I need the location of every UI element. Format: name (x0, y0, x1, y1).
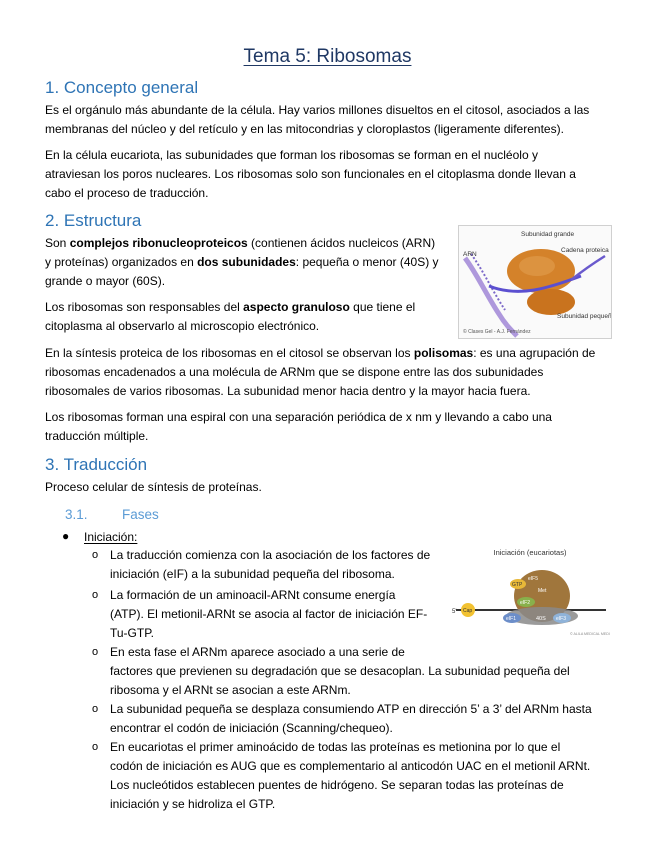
label-gtp: GTP (512, 582, 523, 588)
text-line: ribosomales de varios ribosomas. La subunidad menor hacia dentro y la mayor hacia fuera. (45, 384, 531, 398)
bullet-dot: ● (62, 529, 70, 543)
list-item (110, 700, 610, 738)
section-3-heading: 3. Traducción (45, 455, 148, 474)
text-line: La traducción comienza con la asociación de los factores de (110, 548, 431, 562)
list-item (110, 643, 610, 700)
label-cadena-proteica: Cadena proteica (561, 247, 609, 254)
label-cap: Cap (463, 608, 473, 614)
page-title: Tema 5: Ribosomas (243, 46, 412, 67)
section-1-paragraph-2 (45, 146, 610, 203)
text-line: En eucariotas el primer aminoácido de todas las proteínas es metionina por lo que el (110, 740, 561, 754)
text-line: cabo el proceso de traducción. (45, 186, 209, 200)
label-arn: ARN (463, 251, 477, 258)
text-run: y proteínas) organizados en (45, 255, 198, 269)
section-2-paragraph-1 (45, 234, 450, 291)
text-line (45, 234, 450, 253)
text-line: En esta fase el ARNm aparece asociado a una serie de (110, 645, 405, 659)
text-line: codón de iniciación es AUG que es complementario al anticodón UAC en el metionil ARNt. (110, 759, 591, 773)
circle-bullet: o (92, 741, 99, 753)
section-2-paragraph-4 (45, 408, 610, 446)
label-40s: 40S (536, 616, 546, 622)
text-line (45, 344, 610, 363)
initiation-figure (450, 546, 610, 638)
figure-title: Iniciación (eucariotas) (493, 548, 567, 557)
section-2-heading: 2. Estructura (45, 211, 142, 230)
text-line: factores que previenen su degradación que se desacoplan. La subunidad pequeña del (110, 664, 570, 678)
text-run: : es una agrupación de (473, 346, 596, 360)
circle-bullet: o (92, 703, 99, 715)
text-line: encontrar el codón de iniciación (Scanning/chequeo). (110, 721, 393, 735)
text-line: La formación de un aminoacil-ARNt consume energía (110, 588, 396, 602)
bold-term: polisomas (413, 346, 474, 360)
section-1-paragraph-1 (45, 101, 610, 139)
text-line: En la célula eucariota, las subunidades que forman los ribosomas se forman en el nucléolo y (45, 148, 538, 162)
circle-bullet: o (92, 549, 99, 561)
text-line: iniciación (eIF) a la subunidad pequeña del ribosoma. (110, 567, 395, 581)
text-line: Los nucleótidos establecen puentes de hidrógeno. Se separan todas las proteínas de (110, 778, 564, 792)
bold-term: aspecto granuloso (243, 300, 350, 314)
text-line: ribosomas encadenados a una molécula de ARNm que se dispone entre las dos subunidades (45, 365, 544, 379)
bold-term: dos subunidades (197, 255, 296, 269)
bullet-iniciacion (84, 528, 137, 547)
initiation-illustration (450, 546, 610, 638)
section-1-heading: 1. Concepto general (45, 78, 199, 97)
figure-credit: © ALILA MEDICAL MEDIA (570, 632, 610, 636)
subsection-3-1-heading (65, 507, 159, 522)
text-line (45, 253, 450, 272)
label-subunidad-pequena: Subunidad pequeña (557, 313, 611, 320)
label-5prime: 5' (452, 609, 457, 615)
text-line: La subunidad pequeña se desplaza consumiendo ATP en dirección 5’ a 3’ del ARNm hasta (110, 702, 592, 716)
text-run: Los ribosomas son responsables del (45, 300, 244, 314)
circle-bullet: o (92, 646, 99, 658)
text-run: Son (45, 236, 70, 250)
text-run: En la síntesis proteica de los ribosomas en el citosol se observan los (45, 346, 414, 360)
text-run: que tiene el (349, 300, 416, 314)
list-item (110, 546, 440, 584)
text-line: atraviesan los poros nucleares. Los ribosomas solo son funcionales en el citoplasma donde llevan a (45, 167, 576, 181)
list-item (110, 586, 440, 643)
text-line: citoplasma al observarlo al microscopio electrónico. (45, 319, 320, 333)
label-eif5: eIF5 (528, 576, 539, 582)
text-line: traducción múltiple. (45, 429, 149, 443)
label-eif2: eIF2 (520, 600, 531, 606)
text-line: grande o mayor (60S). (45, 274, 166, 288)
text-line: membranas del núcleo y del retículo y en las mitocondrias y cloroplastos (ligeramente diferentes). (45, 122, 564, 136)
text-line: iniciación y se hidroliza el GTP. (110, 797, 276, 811)
text-line: ribosoma y el ARNt se asocian a este ARNm. (110, 683, 351, 697)
text-line: Los ribosomas forman una espiral con una separación periódica de x nm y llevando a cabo una (45, 410, 552, 424)
list-item (110, 738, 610, 814)
text-line: Es el orgánulo más abundante de la célula. Hay varios millones disueltos en el citosol, asociados a las (45, 103, 590, 117)
section-2-paragraph-3 (45, 344, 610, 401)
label-met: Met (538, 588, 547, 594)
text-run: : pequeña o menor (40S) y (295, 255, 439, 269)
figure-credit: © Clases Gel - A.J. Fernández (463, 329, 531, 335)
label-eif3: eIF3 (556, 616, 567, 622)
bullet-label: Iniciación: (84, 530, 138, 544)
text-line: Tu-GTP. (110, 626, 155, 640)
section-2-paragraph-2 (45, 298, 450, 336)
ribosome-figure (458, 225, 612, 339)
label-eif1: eIF1 (506, 616, 517, 622)
label-subunidad-grande: Subunidad grande (521, 231, 575, 238)
subsection-title: Fases (122, 507, 159, 522)
subsection-number: 3.1. (65, 507, 88, 522)
text-line (45, 298, 450, 317)
bold-term: complejos ribonucleoproteicos (69, 236, 248, 250)
text-line: (ATP). El metionil-ARNt se asocia al factor de iniciación EF- (110, 607, 428, 621)
ribosome-illustration (459, 226, 611, 338)
section-3-paragraph-1: Proceso celular de síntesis de proteínas. (45, 480, 262, 494)
text-run: (contienen ácidos nucleicos (ARN) (247, 236, 436, 250)
circle-bullet: o (92, 589, 99, 601)
